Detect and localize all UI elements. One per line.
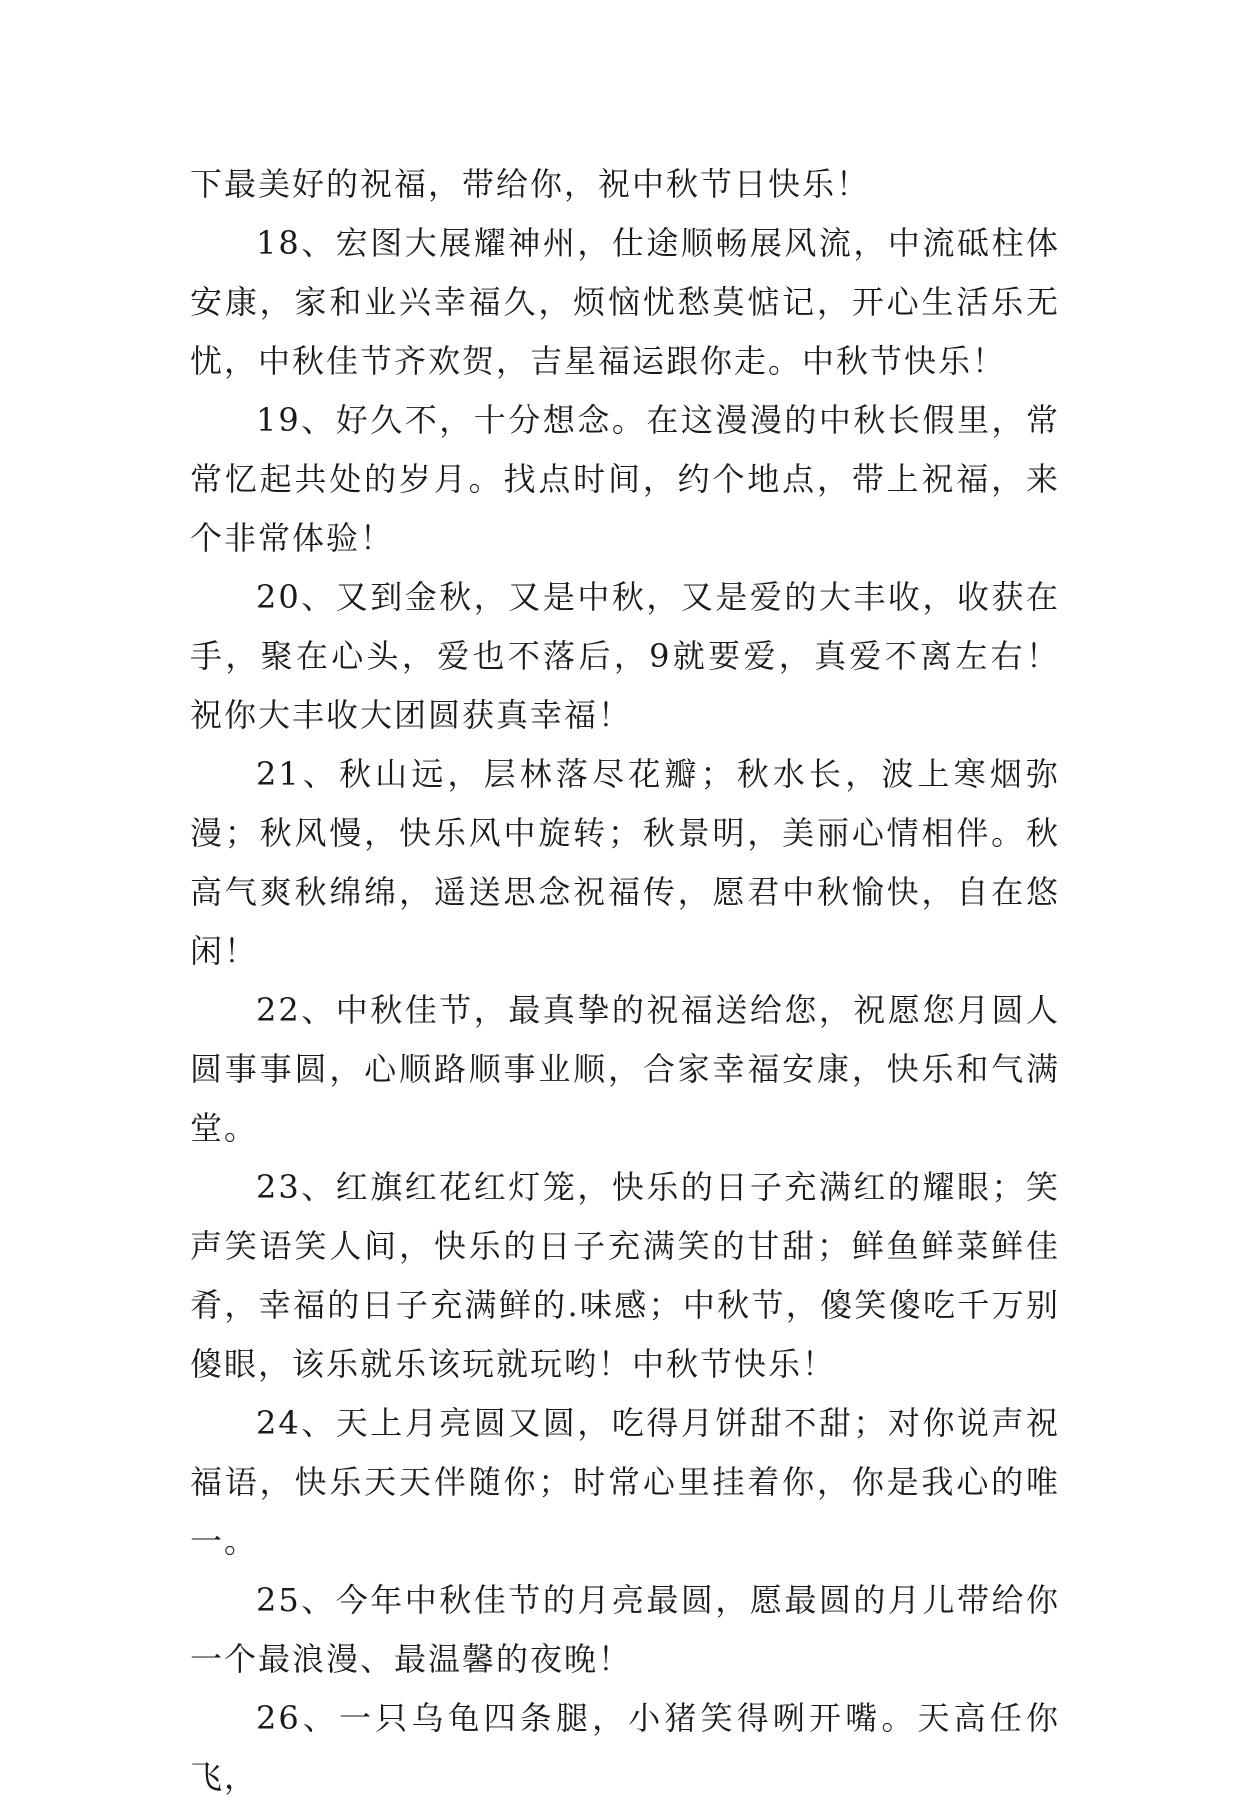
paragraph-25: 25、今年中秋佳节的月亮最圆，愿最圆的月儿带给你一个最浪漫、最温馨的夜晚！ [190, 1581, 1060, 1678]
paragraph-26-start: 26、一只乌龟四条腿，小猪笑得咧开嘴。天高任你飞， [190, 1699, 1060, 1796]
paragraph-17-continuation: 下最美好的祝福，带给你，祝中秋节日快乐！ [190, 165, 871, 203]
paragraph-19: 19、好久不，十分想念。在这漫漫的中秋长假里，常常忆起共处的岁月。找点时间，约个地点，带上祝福，来个非常体验！ [190, 401, 1060, 557]
paragraph-24: 24、天上月亮圆又圆，吃得月饼甜不甜；对你说声祝福语，快乐天天伴随你；时常心里挂着你，你是我心的唯一。 [190, 1404, 1060, 1560]
paragraph-23: 23、红旗红花红灯笼，快乐的日子充满红的耀眼；笑声笑语笑人间，快乐的日子充满笑的甘甜；鲜鱼鲜菜鲜佳肴，幸福的日子充满鲜的.味感；中秋节，傻笑傻吃千万别傻眼，该乐就乐该玩就玩哟！中秋节快乐！ [190, 1168, 1060, 1383]
paragraph-18: 18、宏图大展耀神州，仕途顺畅展风流，中流砥柱体安康，家和业兴幸福久，烦恼忧愁莫惦记，开心生活乐无忧，中秋佳节齐欢贺，吉星福运跟你走。中秋节快乐！ [190, 224, 1060, 380]
document-body [190, 155, 1060, 1807]
paragraph-22: 22、中秋佳节，最真挚的祝福送给您，祝愿您月圆人圆事事圆，心顺路顺事业顺，合家幸福安康，快乐和气满堂。 [190, 991, 1060, 1147]
paragraph-21: 21、秋山远，层林落尽花瓣；秋水长，波上寒烟弥漫；秋风慢，快乐风中旋转；秋景明，美丽心情相伴。秋高气爽秋绵绵，遥送思念祝福传，愿君中秋愉快，自在悠闲！ [190, 755, 1060, 970]
paragraph-20: 20、又到金秋，又是中秋，又是爱的大丰收，收获在手，聚在心头，爱也不落后，9就要爱，真爱不离左右！祝你大丰收大团圆获真幸福！ [190, 578, 1060, 734]
